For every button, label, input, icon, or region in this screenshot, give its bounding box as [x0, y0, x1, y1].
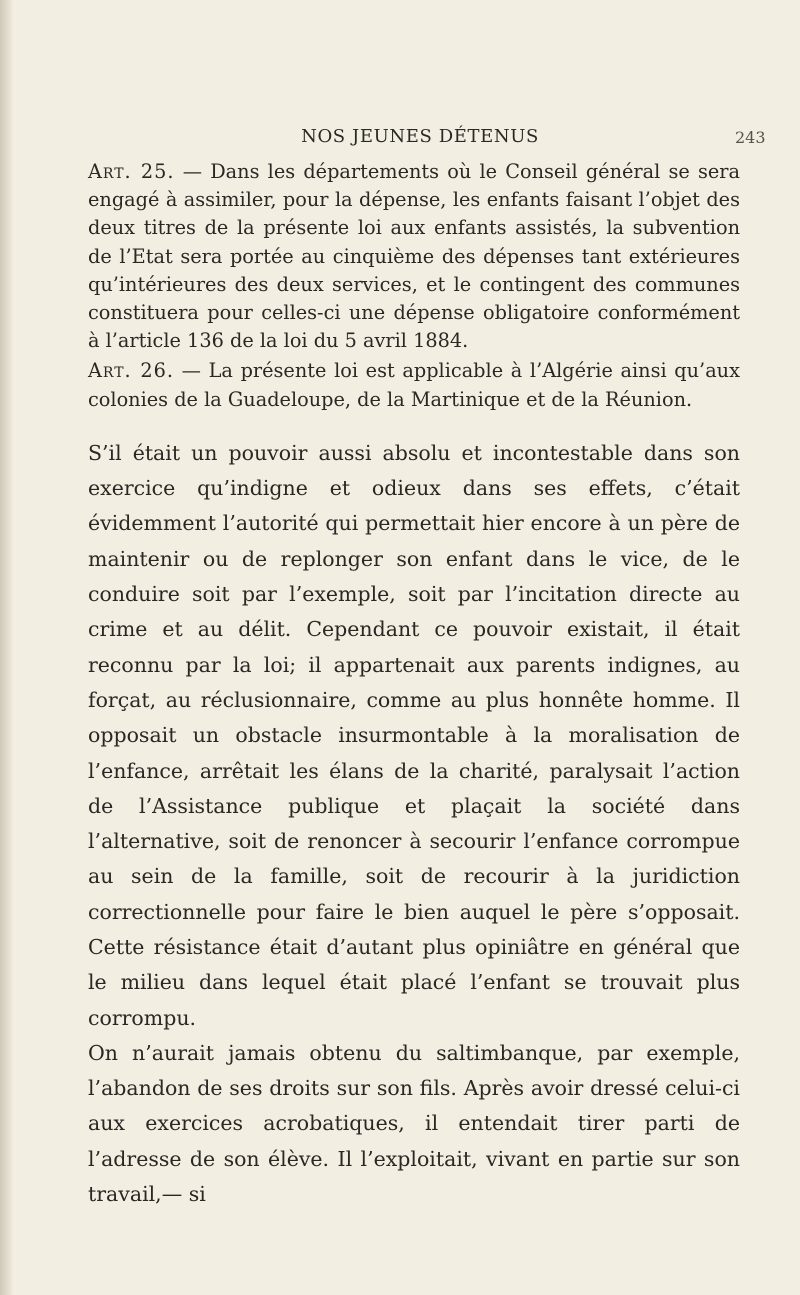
page-edge-shadow — [0, 0, 14, 1295]
article-25 — [88, 158, 740, 355]
article-25-label: Art. 25. — [88, 160, 175, 183]
body-paragraph-2: On n’aurait jamais obtenu du saltimbanque, par exemple, l’abandon de ses droits sur son fils. Après avoir dressé celui-ci aux exercices acrobatiques, il entendait tirer parti de l’adresse de son élève. Il l’exploitait, vivant en partie sur son travail,— si — [88, 1040, 740, 1207]
article-25-text: — Dans les départements où le Conseil général se sera engagé à assimiler, pour la dépense, les enfants faisant l’objet des deux titres de la présente loi aux enfants assistés, la subvention de l’Etat sera portée au cinquième des dépenses tant extérieures qu’intérieures des deux services, et le contingent des communes constituera pour celles-ci une dépense obligatoire conformément à l’article 136 de la loi du 5 avril 1884. — [88, 160, 740, 353]
text-block — [88, 158, 740, 1212]
article-26-text: — La présente loi est applicable à l’Algérie ainsi qu’aux colonies de la Guadeloupe, de la Martinique et de la Réunion. — [88, 359, 740, 411]
page-number: 243 — [735, 128, 766, 147]
section-gap — [88, 414, 740, 436]
running-head — [0, 126, 800, 156]
article-26-label: Art. 26. — [88, 359, 175, 383]
body-paragraph-1: S’il était un pouvoir aussi absolu et incontestable dans son exercice qu’indigne et odieux dans ses effets, c’était évidemment l’autorité qui permettait hier encore à un père de maintenir ou de replonger son enfant dans le vice, de le conduire soit par l’exemple, soit par l’incitation directe au crime et au délit. Cependant ce pouvoir existait, il était reconnu par la loi; il appartenait aux parents indignes, au forçat, au réclusionnaire, comme au plus honnête homme. Il opposait un obstacle insurmontable à la moralisation de l’enfance, arrêtait les élans de la charité, paralysait l’action de l’Assistance publique et plaçait la société dans l’alternative, soit de renoncer à secourir l’enfance corrompue au sein de la famille, soit de recourir à la juridiction correctionnelle pour faire le bien auquel le père s’opposait. Cette résistance était d’autant plus opiniâtre en général que le milieu dans lequel était placé l’enfant se trouvait plus corrompu. — [88, 440, 740, 1030]
article-26 — [88, 357, 740, 413]
running-title: NOS JEUNES DÉTENUS — [301, 126, 539, 147]
